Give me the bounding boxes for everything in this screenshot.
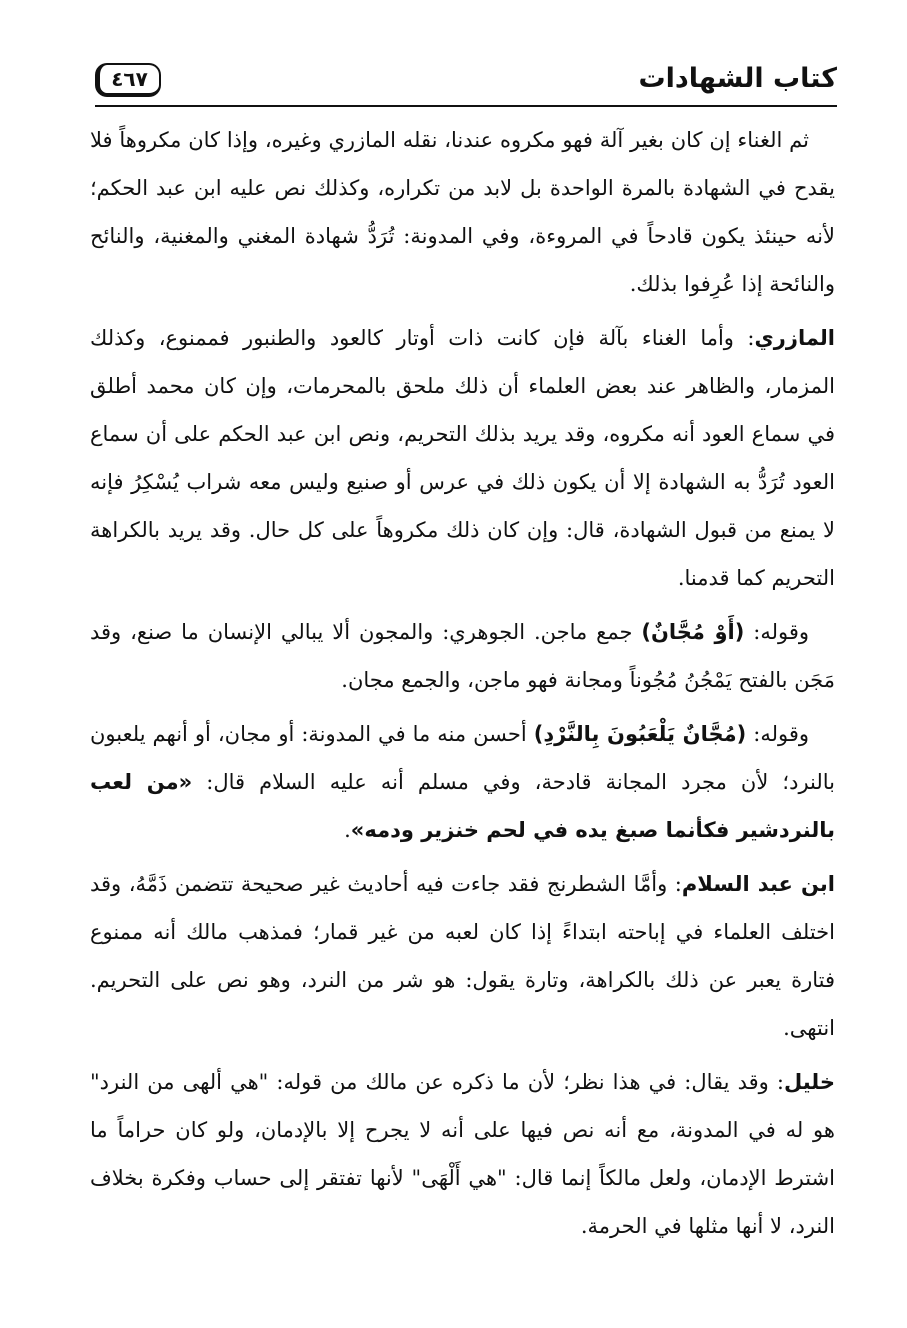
paragraph-text: جمع ماجن. الجوهري: والمجون ألا يبالي الإنسان ما صنع، وقد مَجَن بالفتح يَمْجُنُ مُجُوناً ومجانة فهو ماجن، والجمع مجان.: [90, 620, 835, 692]
header-rule: [95, 105, 837, 107]
quoted-phrase: (أَوْ مُجَّانٌ): [641, 620, 745, 644]
speaker-name: المازري: [754, 326, 835, 350]
paragraph-text: وقوله:: [744, 620, 810, 644]
paragraph-singing-without-instrument: [90, 116, 835, 308]
page-body: [90, 116, 835, 1256]
speaker-name: ابن عبد السلام: [681, 872, 836, 896]
paragraph-text: .: [344, 818, 351, 842]
paragraph-khalil: [90, 1058, 835, 1250]
paragraph-ibn-abd-alsalam: [90, 860, 835, 1052]
quoted-phrase: (مُجَّانٌ يَلْعَبُونَ بِالنَّرْدِ): [533, 722, 747, 746]
paragraph-nard: [90, 710, 835, 854]
paragraph-mujjan: [90, 608, 835, 704]
paragraph-text: : وقد يقال: في هذا نظر؛ لأن ما ذكره عن مالك من قوله: "هي ألهى من النرد" هو له في المدونة، مع أنه نص فيها على أنه لا يجرح إلا بالإدمان، ولو كان حراماً ما اشترط الإدمان، ولعل مالكاً إنما قال: "هي أَلْهَى" لأنها تفتقر إلى حساب وفكرة بخلاف النرد، لا أنها مثلها في الحرمة.: [90, 1070, 835, 1238]
paragraph-text: وقوله:: [746, 722, 809, 746]
page-number: ٤٦٧: [95, 63, 161, 97]
paragraph-text: : وأمَّا الشطرنج فقد جاءت فيه أحاديث غير صحيحة تتضمن ذَمَّهُ، وقد اختلف العلماء في إباحته ابتداءً إذا كان لعبه من غير قمار؛ فمذهب مالك أنه ممنوع فتارة يعبر عن ذلك بالكراهة، وتارة يقول: هو شر من النرد، وهو نص على التحريم. انتهى.: [90, 872, 835, 1040]
hadith-quote: «من لعب بالنردشير فكأنما صبغ يده في لحم خنزير ودمه»: [90, 770, 835, 842]
paragraph-text: أحسن منه ما في المدونة: أو مجان، أو أنهم يلعبون بالنرد؛ لأن مجرد المجانة قادحة، وفي مسلم أنه عليه السلام قال:: [90, 722, 836, 794]
paragraph-text: ثم الغناء إن كان بغير آلة فهو مكروه عندنا، نقله المازري وغيره، وإذا كان مكروهاً فلا يقدح في الشهادة بالمرة الواحدة بل لابد من تكراره، وكذلك نص عليه ابن عبد الحكم؛ لأنه حينئذ يكون قادحاً في المروءة، وفي المدونة: تُرَدُّ شهادة المغني والمغنية، والنائح والنائحة إذا عُرِفوا بذلك.: [90, 128, 835, 296]
speaker-name: خليل: [783, 1070, 835, 1094]
running-title: كتاب الشهادات: [638, 63, 837, 94]
paragraph-mazari: [90, 314, 835, 602]
page-header: [95, 55, 837, 111]
paragraph-text: : وأما الغناء بآلة فإن كانت ذات أوتار كالعود والطنبور فممنوع، وكذلك المزمار، والظاهر عند بعض العلماء أن ذلك ملحق بالمحرمات، وإن كان محمد أطلق في سماع العود أنه مكروه، وقد يريد بذلك التحريم، ونص ابن عبد الحكم على أن سماع العود تُرَدُّ به الشهادة إلا أن يكون ذلك في عرس أو صنيع وليس معه شراب يُسْكِرُ فإنه لا يمنع من قبول الشهادة، قال: وإن كان ذلك مكروهاً على كل حال. وقد يريد بالكراهة التحريم كما قدمنا.: [90, 326, 835, 590]
